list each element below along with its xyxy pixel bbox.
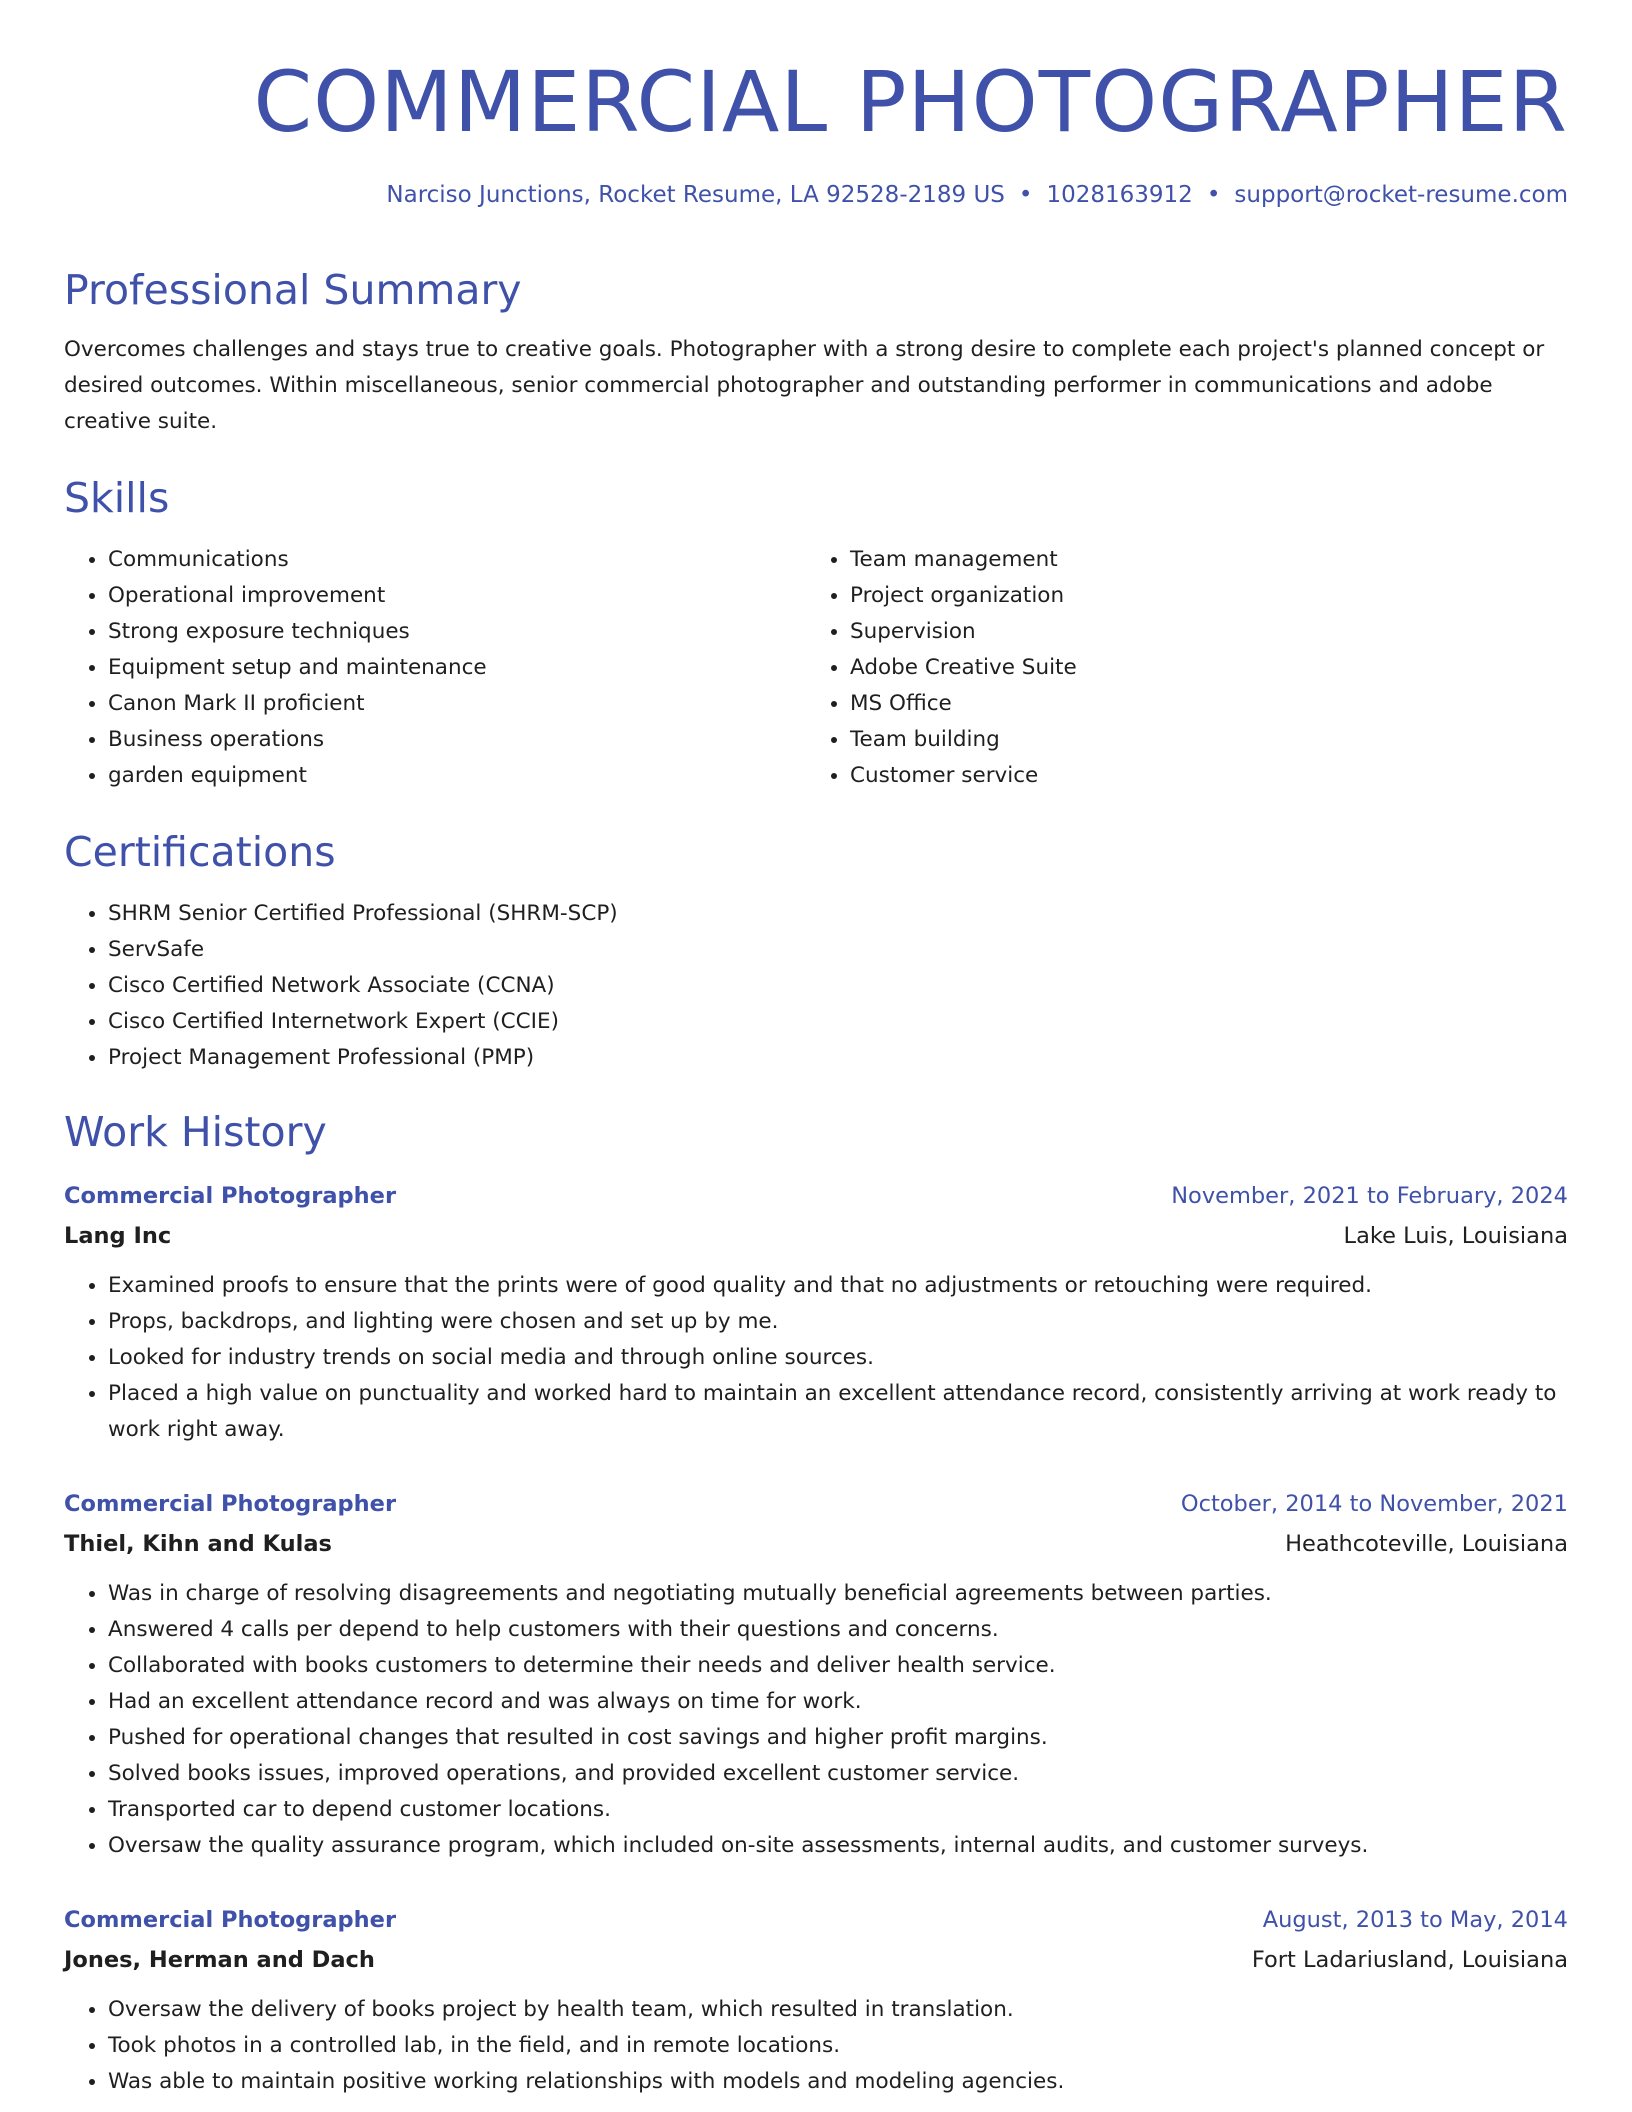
job-company: Thiel, Kihn and Kulas <box>64 1531 332 1557</box>
candidate-name: COMMERCIAL PHOTOGRAPHER <box>253 53 1568 151</box>
job-entry <box>64 1900 1568 2100</box>
job-duty: • Collaborated with books customers to determine their needs and deliver health service. <box>108 1648 1568 1684</box>
skill-item: • Supervision <box>850 614 1548 650</box>
skill-item: • Strong exposure techniques <box>108 614 806 650</box>
job-title: Commercial Photographer <box>64 1907 397 1933</box>
contact-address: Narciso Junctions, Rocket Resume, LA 92528-2189 US <box>386 182 1005 208</box>
job-duties-list <box>64 1992 1568 2100</box>
job-dates: November, 2021 to February, 2024 <box>1171 1183 1568 1209</box>
job-location: Fort Ladariusland, Louisiana <box>1251 1947 1568 1973</box>
job-company: Jones, Herman and Dach <box>64 1947 375 1973</box>
certifications-heading: Certifications <box>64 828 336 876</box>
job-duty: • Pushed for operational changes that resulted in cost savings and higher profit margins. <box>108 1720 1568 1756</box>
job-duty: • Had an excellent attendance record and was always on time for work. <box>108 1684 1568 1720</box>
job-header-row <box>64 1176 1568 1216</box>
job-company-row <box>64 1216 1568 1256</box>
skills-column-right <box>806 542 1548 794</box>
skill-item: • Communications <box>108 542 806 578</box>
skill-item: • garden equipment <box>108 758 806 794</box>
contact-separator: • <box>1206 182 1221 208</box>
work-history-heading: Work History <box>64 1108 327 1156</box>
skills-list-right <box>806 542 1548 794</box>
certification-item: • Cisco Certified Network Associate (CCNA) <box>108 968 1568 1004</box>
job-header-row <box>64 1484 1568 1524</box>
skills-list-left <box>64 542 806 794</box>
contact-separator: • <box>1018 182 1033 208</box>
skill-item: • Canon Mark II proficient <box>108 686 806 722</box>
job-dates: October, 2014 to November, 2021 <box>1180 1491 1568 1517</box>
job-header-row <box>64 1900 1568 1940</box>
contact-phone: 1028163912 <box>1046 182 1193 208</box>
skills-heading: Skills <box>64 474 170 522</box>
skill-item: • Business operations <box>108 722 806 758</box>
skill-item: • Operational improvement <box>108 578 806 614</box>
skill-item: • MS Office <box>850 686 1548 722</box>
job-title: Commercial Photographer <box>64 1183 397 1209</box>
certification-item: • Cisco Certified Internetwork Expert (CCIE) <box>108 1004 1568 1040</box>
job-duty: • Examined proofs to ensure that the prints were of good quality and that no adjustments or retouching were required. <box>108 1268 1568 1304</box>
job-duty: • Oversaw the delivery of books project by health team, which resulted in translation. <box>108 1992 1568 2028</box>
job-duty: • Props, backdrops, and lighting were chosen and set up by me. <box>108 1304 1568 1340</box>
job-title: Commercial Photographer <box>64 1491 397 1517</box>
skills-column-left <box>64 542 806 794</box>
job-entry <box>64 1484 1568 1864</box>
job-duty: • Transported car to depend customer locations. <box>108 1792 1568 1828</box>
job-duty: • Solved books issues, improved operations, and provided excellent customer service. <box>108 1756 1568 1792</box>
certification-item: • Project Management Professional (PMP) <box>108 1040 1568 1076</box>
job-duty: • Took photos in a controlled lab, in the field, and in remote locations. <box>108 2028 1568 2064</box>
job-company-row <box>64 1524 1568 1564</box>
job-entry <box>64 1176 1568 1448</box>
summary-heading: Professional Summary <box>64 266 522 314</box>
job-company: Lang Inc <box>64 1223 172 1249</box>
summary-text: Overcomes challenges and stays true to creative goals. Photographer with a strong desire to complete each project's planned concept or desired outcomes. Within miscellaneous, senior commercial photographer and outstanding performer in communications and adobe creative suite. <box>64 337 1545 434</box>
job-duty: • Answered 4 calls per depend to help customers with their questions and concerns. <box>108 1612 1568 1648</box>
skill-item: • Team management <box>850 542 1548 578</box>
job-duty: • Placed a high value on punctuality and worked hard to maintain an excellent attendance record, consistently arriving at work ready to work right away. <box>108 1376 1568 1448</box>
skills-columns <box>64 542 1568 794</box>
skill-item: • Adobe Creative Suite <box>850 650 1548 686</box>
contact-email[interactable]: support@rocket-resume.com <box>1234 182 1568 208</box>
job-dates: August, 2013 to May, 2014 <box>1262 1907 1568 1933</box>
skill-item: • Project organization <box>850 578 1548 614</box>
job-location: Heathcoteville, Louisiana <box>1285 1531 1568 1557</box>
job-duty: • Was in charge of resolving disagreements and negotiating mutually beneficial agreements between parties. <box>108 1576 1568 1612</box>
contact-line <box>386 182 1568 208</box>
certifications-list <box>64 896 1568 1076</box>
job-duty: • Was able to maintain positive working relationships with models and modeling agencies. <box>108 2064 1568 2100</box>
job-duty: • Looked for industry trends on social media and through online sources. <box>108 1340 1568 1376</box>
skill-item: • Team building <box>850 722 1548 758</box>
skill-item: • Equipment setup and maintenance <box>108 650 806 686</box>
job-company-row <box>64 1940 1568 1980</box>
job-location: Lake Luis, Louisiana <box>1343 1223 1568 1249</box>
skill-item: • Customer service <box>850 758 1548 794</box>
job-duties-list <box>64 1268 1568 1448</box>
certifications-section <box>64 896 1568 1076</box>
job-duty: • Oversaw the quality assurance program, which included on-site assessments, internal audits, and customer surveys. <box>108 1828 1568 1864</box>
certification-item: • SHRM Senior Certified Professional (SHRM-SCP) <box>108 896 1568 932</box>
certification-item: • ServSafe <box>108 932 1568 968</box>
job-duties-list <box>64 1576 1568 1864</box>
